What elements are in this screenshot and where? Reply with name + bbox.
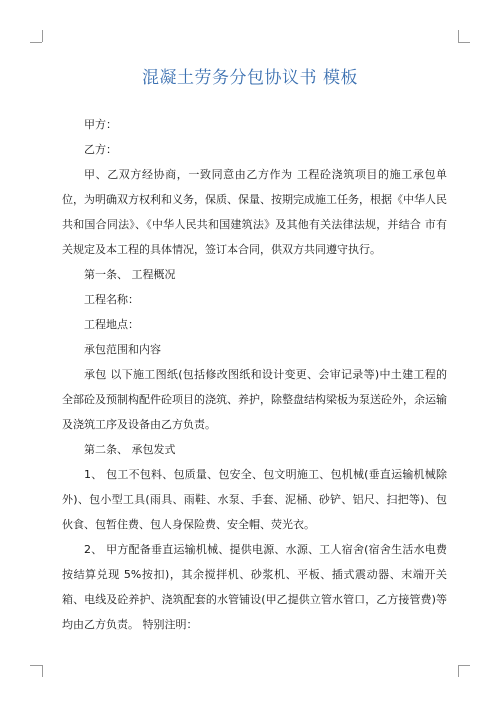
- article-1-heading: 第一条、 工程概况: [84, 268, 176, 281]
- party-a-line: 甲方：: [84, 118, 117, 131]
- article-2-heading: 第二条、 承包发式: [84, 443, 176, 456]
- clause-2-paragraph: 2、 甲方配备垂直运输机械、提供电源、水源、工人宿舍(宿舍生活水电费按结算兑现 5%按扣)，其余搅拌机、砂浆机、平板、插式震动器、末端开关箱、电线及砼养护、浇筑配套的水管铺设(甲乙提供立管水管口，乙方接管费)等均由乙方负责。 特别注明：: [62, 543, 447, 631]
- scope-heading: 承包范围和内容: [84, 343, 161, 356]
- document-title: 混凝土劳务分包协议书 模板: [142, 68, 358, 88]
- project-name-line: 工程名称：: [84, 293, 139, 306]
- party-b-line: 乙方：: [84, 143, 117, 156]
- document-body: [62, 112, 447, 637]
- project-location-line: 工程地点：: [84, 318, 139, 331]
- preamble-paragraph: 甲、乙双方经协商，一致同意由乙方作为 工程砼浇筑项目的施工承包单位，为明确双方权利和义务，保质、保量、按期完成施工任务，根据《中华人民共和国合同法》、《中华人民共和国建筑法》及其他有关法律法规，并结合 市有关规定及本工程的具体情况，签订本合同，供双方共同遵守执行。: [62, 168, 447, 256]
- clause-1-paragraph: 1、 包工不包料、包质量、包安全、包文明施工、包机械(垂直运输机械除外)、包小型工具(雨具、雨鞋、水泵、手套、泥桶、砂铲、铝尺、扫把等)、包伙食、包暂住费、包人身保险费、安全帽、荧光衣。: [62, 468, 447, 531]
- scope-paragraph: 承包 以下施工图纸(包括修改图纸和设计变更、会审记录等)中土建工程的全部砼及预制构配件砼项目的浇筑、养护，除整盘结构梁板为泵送砼外，余运输及浇筑工序及设备由乙方负责。: [62, 368, 447, 431]
